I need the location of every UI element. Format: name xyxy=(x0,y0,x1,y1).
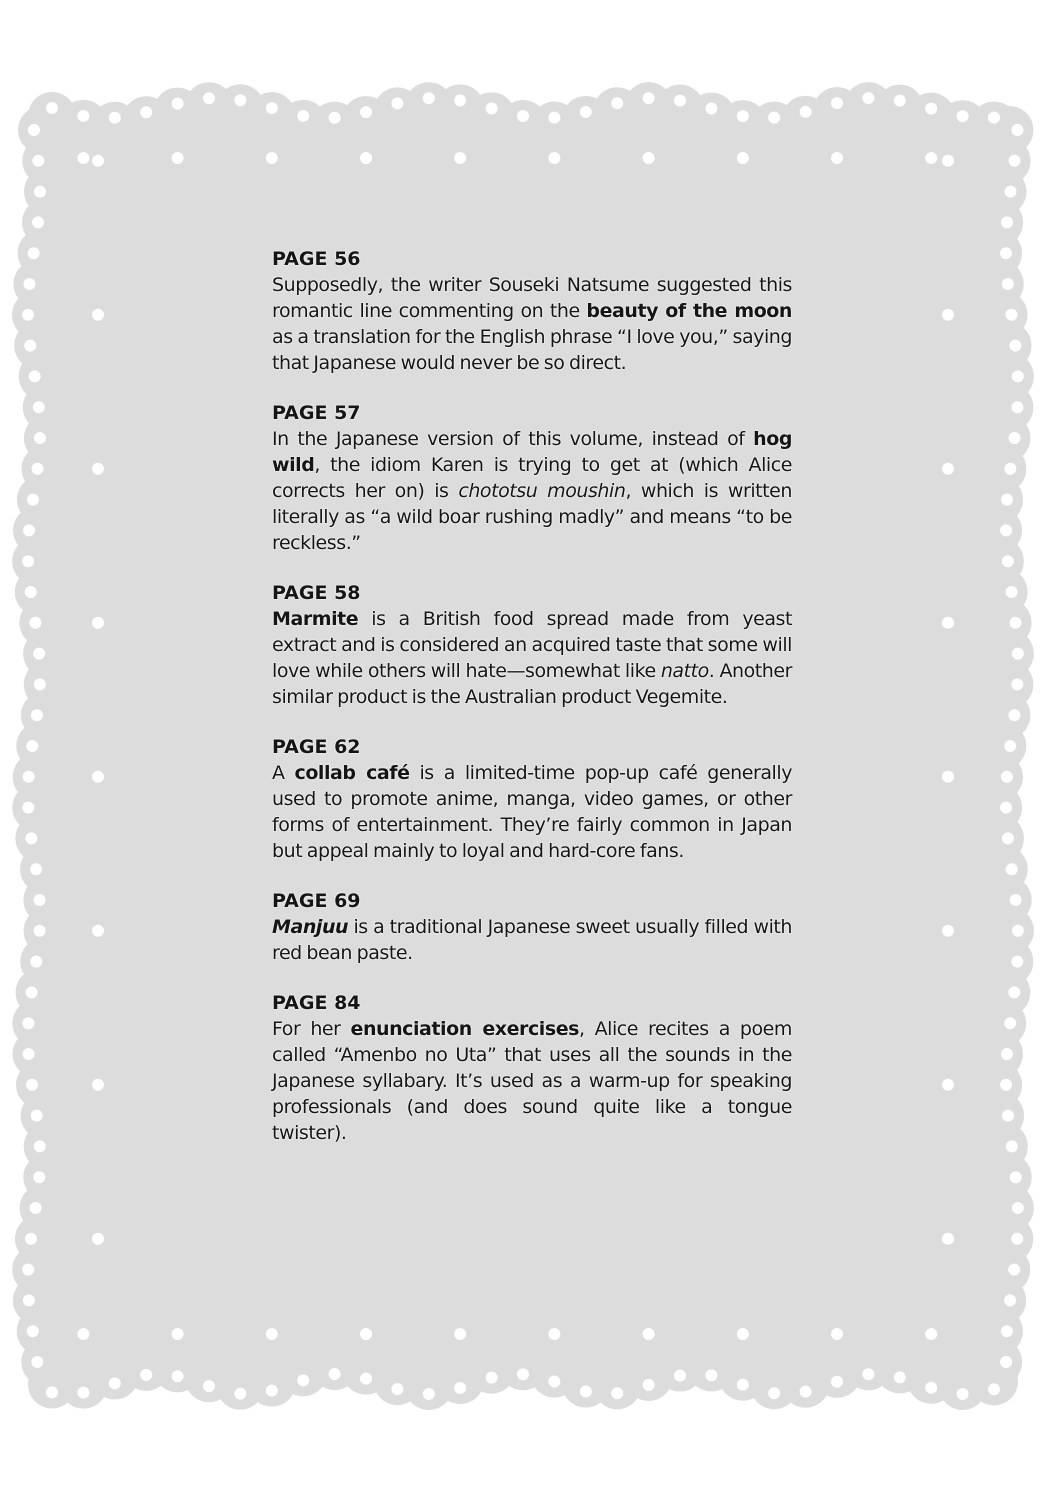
lace-hole xyxy=(643,1379,655,1391)
lace-hole xyxy=(32,463,44,475)
lace-hole xyxy=(1000,524,1012,536)
lace-hole xyxy=(203,1380,215,1392)
lace-hole xyxy=(22,802,34,814)
lace-hole xyxy=(611,1387,623,1399)
lace-hole xyxy=(140,1369,152,1381)
lace-hole xyxy=(25,1233,37,1245)
emphasis-term: hog wild xyxy=(272,428,792,476)
lace-hole xyxy=(580,1386,592,1398)
lace-hole xyxy=(33,401,45,413)
lace-hole xyxy=(234,94,246,106)
lace-hole xyxy=(297,1374,309,1386)
lace-hole xyxy=(1001,1325,1013,1337)
lace-hole xyxy=(23,524,35,536)
lace-hole xyxy=(1004,1017,1016,1029)
lace-hole xyxy=(27,494,39,506)
lace-hole xyxy=(957,110,969,122)
note-heading: PAGE 84 xyxy=(272,992,361,1014)
lace-hole xyxy=(942,1233,954,1245)
lace-hole xyxy=(1006,1140,1018,1152)
lace-hole xyxy=(1001,494,1013,506)
lace-hole xyxy=(942,925,954,937)
note-body: In the Japanese version of this volume, instead of hog wild, the idiom Karen is trying to get at (which Alice corrects her on) is chototsu moushin, which is written literally as “a wild boar rushing madly” and means “to be reckless.” xyxy=(272,428,792,554)
lace-hole xyxy=(1001,216,1013,228)
lace-hole xyxy=(77,1328,89,1340)
lace-hole xyxy=(140,106,152,118)
lace-hole xyxy=(27,1325,39,1337)
lace-hole xyxy=(92,463,104,475)
lace-hole xyxy=(737,152,749,164)
emphasis-term: beauty of the moon xyxy=(586,300,792,322)
lace-hole xyxy=(737,110,749,122)
lace-hole xyxy=(643,92,655,104)
lace-hole xyxy=(266,1385,278,1397)
lace-hole xyxy=(92,1233,104,1245)
lace-hole xyxy=(109,112,121,124)
lace-hole xyxy=(92,309,104,321)
lace-hole xyxy=(329,1368,341,1380)
lace-hole xyxy=(172,1370,184,1382)
lace-hole xyxy=(1008,432,1020,444)
lace-hole xyxy=(34,186,46,198)
lace-hole xyxy=(1012,1202,1024,1214)
lace-hole xyxy=(548,152,560,164)
lace-hole xyxy=(988,1383,1000,1395)
lace-hole xyxy=(548,1376,560,1388)
lace-hole xyxy=(942,155,954,167)
lace-hole xyxy=(33,894,45,906)
note-body: Supposedly, the writer Souseki Natsume suggested this romantic line commenting on the beauty of the moon as a translation for the English phrase “I love you,” saying that Japanese would never be so direct. xyxy=(272,274,792,374)
emphasis-term: collab café xyxy=(294,762,410,784)
lace-hole xyxy=(486,1372,498,1384)
lace-hole xyxy=(1008,986,1020,998)
lace-hole xyxy=(23,1294,35,1306)
lace-hole xyxy=(768,112,780,124)
lace-hole xyxy=(942,771,954,783)
lace-hole xyxy=(1004,186,1016,198)
lace-hole xyxy=(46,102,58,114)
lace-hole xyxy=(674,94,686,106)
lace-hole xyxy=(1004,740,1016,752)
lace-hole xyxy=(454,94,466,106)
lace-hole xyxy=(1002,1110,1014,1122)
lace-hole xyxy=(423,1388,435,1400)
note-body: For her enunciation exercises, Alice recites a poem called “Amenbo no Uta” that uses all the sounds in the Japanese syllabary. It’s used as a warm-up for speaking professionals (and does sound quite like a tongue twister). xyxy=(272,1018,792,1144)
lace-hole xyxy=(548,1328,560,1340)
lace-hole xyxy=(22,1017,34,1029)
lace-hole xyxy=(1002,555,1014,567)
lace-hole xyxy=(800,1386,812,1398)
lace-hole xyxy=(30,956,42,968)
lace-hole xyxy=(26,1079,38,1091)
lace-hole xyxy=(831,1376,843,1388)
lace-hole xyxy=(643,1328,655,1340)
lace-hole xyxy=(942,1079,954,1091)
lace-hole xyxy=(1000,1079,1012,1091)
lace-hole xyxy=(23,278,35,290)
note-body: A collab café is a limited-time pop-up café generally used to promote anime, manga, video games, or other forms of entertainment. They’re fairly common in Japan but appeal mainly to loyal and hard-core fans. xyxy=(272,762,792,862)
lace-hole xyxy=(1008,709,1020,721)
lace-hole xyxy=(800,106,812,118)
lace-hole xyxy=(925,1328,937,1340)
note-page-69 xyxy=(272,888,792,966)
lace-hole xyxy=(33,648,45,660)
lace-hole xyxy=(29,370,41,382)
lace-hole xyxy=(1008,1264,1020,1276)
lace-hole xyxy=(31,709,43,721)
lace-hole xyxy=(30,1202,42,1214)
note-page-57 xyxy=(272,400,792,556)
lace-hole xyxy=(737,1379,749,1391)
lace-hole xyxy=(360,152,372,164)
note-heading: PAGE 69 xyxy=(272,890,361,912)
lace-hole xyxy=(92,925,104,937)
lace-hole xyxy=(925,152,937,164)
emphasis-term: Marmite xyxy=(272,608,359,630)
lace-hole xyxy=(266,1328,278,1340)
lace-hole xyxy=(1000,1356,1012,1368)
lace-hole xyxy=(1006,309,1018,321)
lace-hole xyxy=(517,1368,529,1380)
lace-hole xyxy=(768,1387,780,1399)
lace-hole xyxy=(109,1377,121,1389)
lace-hole xyxy=(737,1328,749,1340)
lace-hole xyxy=(705,103,717,115)
lace-hole xyxy=(46,1386,58,1398)
lace-hole xyxy=(1011,956,1023,968)
lace-hole xyxy=(31,1110,43,1122)
lace-hole xyxy=(23,771,35,783)
lace-hole xyxy=(25,832,37,844)
lace-hole xyxy=(862,92,874,104)
note-page-56 xyxy=(272,246,792,376)
lace-hole xyxy=(26,986,38,998)
lace-hole xyxy=(1001,1048,1013,1060)
lace-hole xyxy=(266,102,278,114)
lace-hole xyxy=(957,1388,969,1400)
lace-hole xyxy=(674,1370,686,1382)
lace-hole xyxy=(548,112,560,124)
lace-hole xyxy=(266,152,278,164)
lace-hole xyxy=(423,92,435,104)
lace-hole xyxy=(391,97,403,109)
lace-hole xyxy=(1009,155,1021,167)
lace-hole xyxy=(22,1264,34,1276)
lace-hole xyxy=(25,586,37,598)
lace-hole xyxy=(34,678,46,690)
lace-hole xyxy=(831,97,843,109)
lace-hole xyxy=(77,1387,89,1399)
note-body: Manjuu is a traditional Japanese sweet usually filled with red bean paste. xyxy=(272,916,792,964)
lace-hole xyxy=(234,1388,246,1400)
lace-hole xyxy=(1011,124,1023,136)
lace-hole xyxy=(23,1048,35,1060)
lace-hole xyxy=(391,1383,403,1395)
lace-hole xyxy=(1006,586,1018,598)
lace-hole xyxy=(1012,370,1024,382)
note-page-62 xyxy=(272,734,792,864)
lace-hole xyxy=(1012,648,1024,660)
lace-hole xyxy=(172,152,184,164)
lace-hole xyxy=(1010,617,1022,629)
lace-hole xyxy=(1000,802,1012,814)
lace-hole xyxy=(77,110,89,122)
lace-hole xyxy=(329,112,341,124)
lace-hole xyxy=(297,110,309,122)
lace-hole xyxy=(925,103,937,115)
lace-hole xyxy=(1002,278,1014,290)
lace-hole xyxy=(360,1373,372,1385)
note-heading: PAGE 58 xyxy=(272,582,361,604)
lace-hole xyxy=(1011,1233,1023,1245)
lace-hole xyxy=(360,1328,372,1340)
emphasis-term: chototsu moushin xyxy=(458,480,626,502)
lace-hole xyxy=(894,95,906,107)
lace-hole xyxy=(1011,401,1023,413)
lace-hole xyxy=(988,112,1000,124)
note-heading: PAGE 56 xyxy=(272,248,361,270)
lace-hole xyxy=(172,98,184,110)
lace-hole xyxy=(31,1356,43,1368)
lace-hole xyxy=(30,863,42,875)
lace-hole xyxy=(1006,863,1018,875)
lace-hole xyxy=(22,555,34,567)
lace-hole xyxy=(26,740,38,752)
emphasis-term: natto xyxy=(660,660,709,682)
note-heading: PAGE 57 xyxy=(272,402,361,424)
lace-hole xyxy=(92,771,104,783)
lace-hole xyxy=(454,1382,466,1394)
lace-hole xyxy=(32,216,44,228)
lace-hole xyxy=(203,92,215,104)
scallop xyxy=(974,1338,1022,1386)
lace-hole xyxy=(1000,247,1012,259)
emphasis-term: Manjuu xyxy=(272,916,349,938)
lace-hole xyxy=(34,432,46,444)
lace-hole xyxy=(34,925,46,937)
lace-hole xyxy=(34,1140,46,1152)
lace-hole xyxy=(1004,463,1016,475)
emphasis-term: enunciation exercises xyxy=(350,1018,579,1040)
lace-hole xyxy=(28,124,40,136)
lace-hole xyxy=(942,463,954,475)
lace-hole xyxy=(862,1368,874,1380)
lace-hole xyxy=(1010,1171,1022,1183)
lace-hole xyxy=(1012,925,1024,937)
lace-hole xyxy=(1010,894,1022,906)
lace-hole xyxy=(831,1328,843,1340)
note-heading: PAGE 62 xyxy=(272,736,361,758)
lace-hole xyxy=(33,1171,45,1183)
lace-hole xyxy=(29,617,41,629)
lace-hole xyxy=(28,247,40,259)
lace-hole xyxy=(705,1369,717,1381)
lace-hole xyxy=(360,106,372,118)
lace-hole xyxy=(1011,678,1023,690)
lace-hole xyxy=(32,155,44,167)
lace-hole xyxy=(24,340,36,352)
lace-hole xyxy=(942,617,954,629)
lace-hole xyxy=(92,1079,104,1091)
lace-hole xyxy=(942,309,954,321)
lace-hole xyxy=(77,152,89,164)
lace-hole xyxy=(580,106,592,118)
lace-hole xyxy=(643,152,655,164)
lace-hole xyxy=(92,155,104,167)
lace-hole xyxy=(925,1382,937,1394)
note-page-84 xyxy=(272,990,792,1146)
lace-hole xyxy=(1004,1294,1016,1306)
scallop xyxy=(21,1338,69,1386)
lace-hole xyxy=(1002,832,1014,844)
note-body: Marmite is a British food spread made from yeast extract and is considered an acquired taste that some will love while others will hate—somewhat like natto. Another similar product is the Australian product Vegemite. xyxy=(272,608,792,708)
lace-hole xyxy=(454,152,466,164)
lace-hole xyxy=(92,617,104,629)
translation-notes xyxy=(272,246,792,1170)
lace-hole xyxy=(517,110,529,122)
lace-hole xyxy=(1001,771,1013,783)
note-page-58 xyxy=(272,580,792,710)
lace-hole xyxy=(894,1371,906,1383)
lace-hole xyxy=(454,1328,466,1340)
lace-hole xyxy=(1009,340,1021,352)
lace-hole xyxy=(831,152,843,164)
lace-hole xyxy=(611,97,623,109)
lace-hole xyxy=(22,309,34,321)
lace-hole xyxy=(172,1328,184,1340)
lace-hole xyxy=(486,102,498,114)
